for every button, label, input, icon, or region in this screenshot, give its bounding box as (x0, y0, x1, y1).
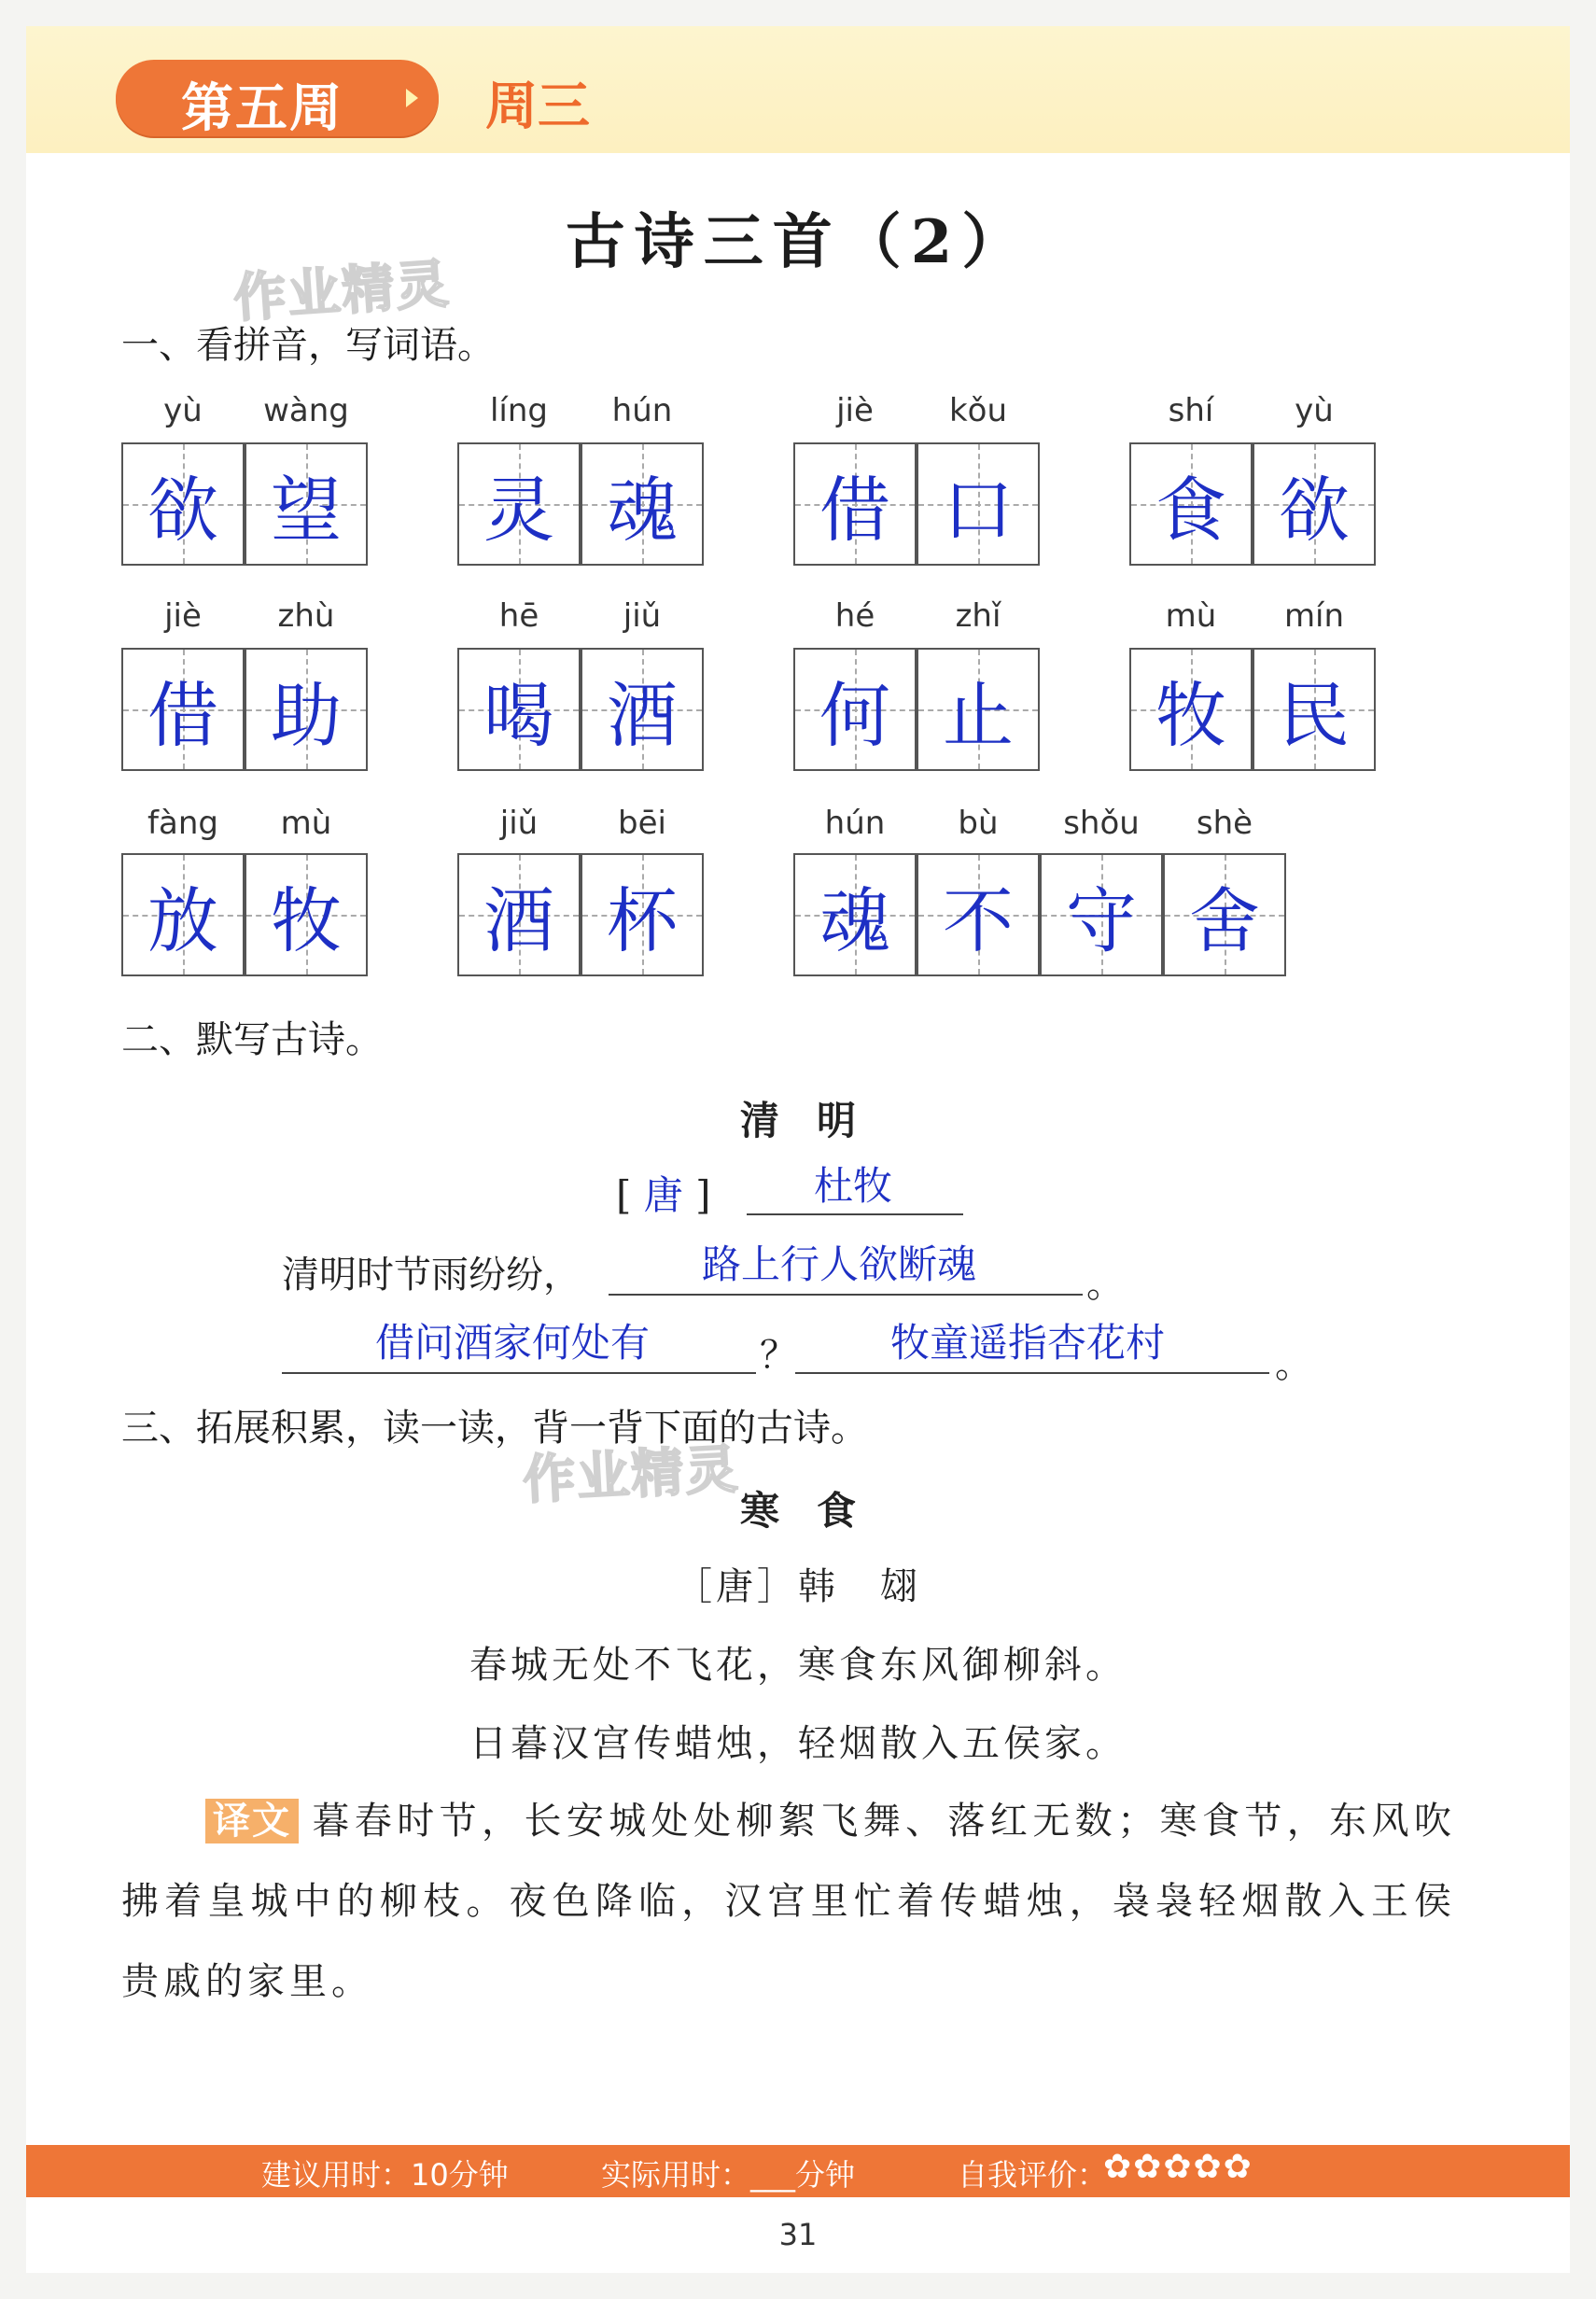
poem-line1-prefix: 清明时节雨纷纷， (282, 1254, 581, 1297)
handwritten-character: 魂 (819, 878, 890, 962)
writing-cell[interactable] (1163, 853, 1286, 976)
handwritten-character: 欲 (1279, 468, 1350, 552)
handwritten-character: 不 (943, 878, 1014, 962)
poem-dynasty-author: ［唐］韩 翃 (675, 1565, 921, 1608)
pinyin-label: hē (498, 597, 539, 635)
week-label: 第五周 (181, 78, 343, 139)
rating-stars-icon[interactable]: ✿✿✿✿✿ (1103, 2148, 1253, 2186)
pinyin-label: mù (1165, 597, 1217, 635)
section2-heading: 二、默写古诗。 (121, 1018, 383, 1061)
pinyin-label: hún (611, 392, 673, 429)
poem-line2: 日暮汉宫传蜡烛，轻烟散入五侯家。 (469, 1722, 1127, 1765)
writing-cell[interactable] (581, 648, 704, 771)
pinyin-label: jiǔ (623, 597, 662, 635)
week-badge (116, 60, 439, 139)
handwritten-character: 口 (943, 468, 1014, 552)
writing-cell[interactable] (917, 853, 1040, 976)
arrow-right-icon (406, 89, 418, 107)
line2b-answer: 牧童遥指杏花村 (890, 1320, 1166, 1366)
poem-title-hanshi: 寒食 (739, 1488, 893, 1534)
dynasty-name: 唐 (643, 1172, 683, 1218)
line1-end: 。 (1086, 1263, 1124, 1306)
writing-cell[interactable] (1253, 442, 1376, 566)
pinyin-label: bù (958, 805, 999, 842)
handwritten-character: 何 (819, 673, 890, 757)
handwritten-character: 借 (147, 673, 218, 757)
handwritten-character: 欲 (147, 468, 218, 552)
pinyin-label: jiè (836, 392, 874, 429)
pinyin-label: hé (834, 597, 875, 635)
writing-cell[interactable] (457, 648, 581, 771)
pinyin-label: fàng (147, 805, 218, 842)
writing-cell[interactable] (581, 853, 704, 976)
pinyin-label: kǒu (948, 392, 1008, 429)
handwritten-character: 守 (1066, 878, 1137, 962)
writing-cell[interactable] (121, 853, 245, 976)
translation-text: 暮春时节，长安城处处柳絮飞舞、落红无数；寒食节，东风吹拂着皇城中的柳枝。夜色降临，汉宫里忙着传蜡烛，袅袅轻烟散入王侯贵戚的家里。 (121, 1800, 1456, 2003)
pinyin-label: yù (1295, 392, 1334, 429)
poem-title-qingming: 清明 (739, 1098, 893, 1143)
writing-cell[interactable] (245, 648, 368, 771)
author-blank[interactable] (747, 1213, 963, 1215)
writing-cell[interactable] (793, 442, 917, 566)
writing-cell[interactable] (917, 648, 1040, 771)
line2-end: 。 (1275, 1343, 1312, 1386)
translation-tag: 译文 (205, 1799, 299, 1843)
writing-cell[interactable] (1129, 442, 1253, 566)
handwritten-character: 酒 (607, 673, 678, 757)
handwritten-character: 借 (819, 468, 890, 552)
writing-cell[interactable] (1040, 853, 1163, 976)
line2-mid: ？ (760, 1334, 797, 1377)
pinyin-label: jiè (164, 597, 202, 635)
writing-cell[interactable] (581, 442, 704, 566)
watermark-top: 作业精灵 (231, 253, 453, 330)
section3-heading: 三、拓展积累，读一读，背一背下面的古诗。 (121, 1407, 868, 1450)
writing-cell[interactable] (793, 853, 917, 976)
watermark-middle: 作业精灵 (521, 1438, 741, 1512)
writing-cell[interactable] (1129, 648, 1253, 771)
pinyin-label: mín (1283, 597, 1345, 635)
handwritten-character: 杯 (607, 878, 678, 962)
line2b-blank[interactable] (795, 1372, 1269, 1374)
pinyin-label: shǒu (1063, 805, 1140, 842)
pinyin-label: shí (1168, 392, 1214, 429)
handwritten-character: 民 (1279, 673, 1350, 757)
pinyin-label: shè (1196, 805, 1253, 842)
footer-bar (26, 2145, 1570, 2197)
writing-cell[interactable] (793, 648, 917, 771)
self-eval-label: 自我评价： (958, 2157, 1108, 2193)
writing-cell[interactable] (245, 853, 368, 976)
handwritten-character: 酒 (483, 878, 554, 962)
suggested-time: 建议用时：10分钟 (261, 2157, 509, 2193)
pinyin-label: zhù (277, 597, 335, 635)
writing-cell[interactable] (1253, 648, 1376, 771)
page-number: 31 (778, 2217, 818, 2252)
writing-cell[interactable] (121, 442, 245, 566)
line2a-answer: 借问酒家何处有 (375, 1320, 651, 1366)
handwritten-character: 食 (1155, 468, 1226, 552)
handwritten-character: 喝 (483, 673, 554, 757)
handwritten-character: 牧 (271, 878, 342, 962)
writing-cell[interactable] (457, 853, 581, 976)
pinyin-label: líng (489, 392, 549, 429)
handwritten-character: 灵 (483, 468, 554, 552)
handwritten-character: 望 (271, 468, 342, 552)
line1-answer: 路上行人欲断魂 (702, 1241, 977, 1287)
actual-time: 实际用时：___分钟 (601, 2157, 856, 2193)
pinyin-label: wàng (263, 392, 349, 429)
writing-cell[interactable] (917, 442, 1040, 566)
handwritten-character: 助 (271, 673, 342, 757)
line2a-blank[interactable] (282, 1372, 756, 1374)
writing-cell[interactable] (245, 442, 368, 566)
writing-cell[interactable] (457, 442, 581, 566)
pinyin-label: jiǔ (499, 805, 539, 842)
author-answer: 杜牧 (814, 1163, 893, 1209)
poem-line1: 春城无处不飞花，寒食东风御柳斜。 (469, 1644, 1127, 1687)
pinyin-label: bēi (618, 805, 666, 842)
page-title: 古诗三首（2） (565, 207, 1031, 277)
pinyin-label: mù (280, 805, 332, 842)
day-label: 周三 (485, 77, 590, 137)
dynasty-bracket: [ 唐 ] (616, 1172, 711, 1218)
handwritten-character: 放 (147, 878, 218, 962)
handwritten-character: 止 (943, 673, 1014, 757)
writing-cell[interactable] (121, 648, 245, 771)
pinyin-label: yù (163, 392, 203, 429)
section1-heading: 一、看拼音，写词语。 (121, 324, 495, 367)
handwritten-character: 舍 (1189, 878, 1260, 962)
handwritten-character: 牧 (1155, 673, 1226, 757)
translation-paragraph (121, 1781, 1456, 2022)
handwritten-character: 魂 (607, 468, 678, 552)
line1-blank[interactable] (609, 1294, 1083, 1296)
pinyin-label: hún (824, 805, 886, 842)
pinyin-label: zhǐ (955, 597, 1001, 635)
